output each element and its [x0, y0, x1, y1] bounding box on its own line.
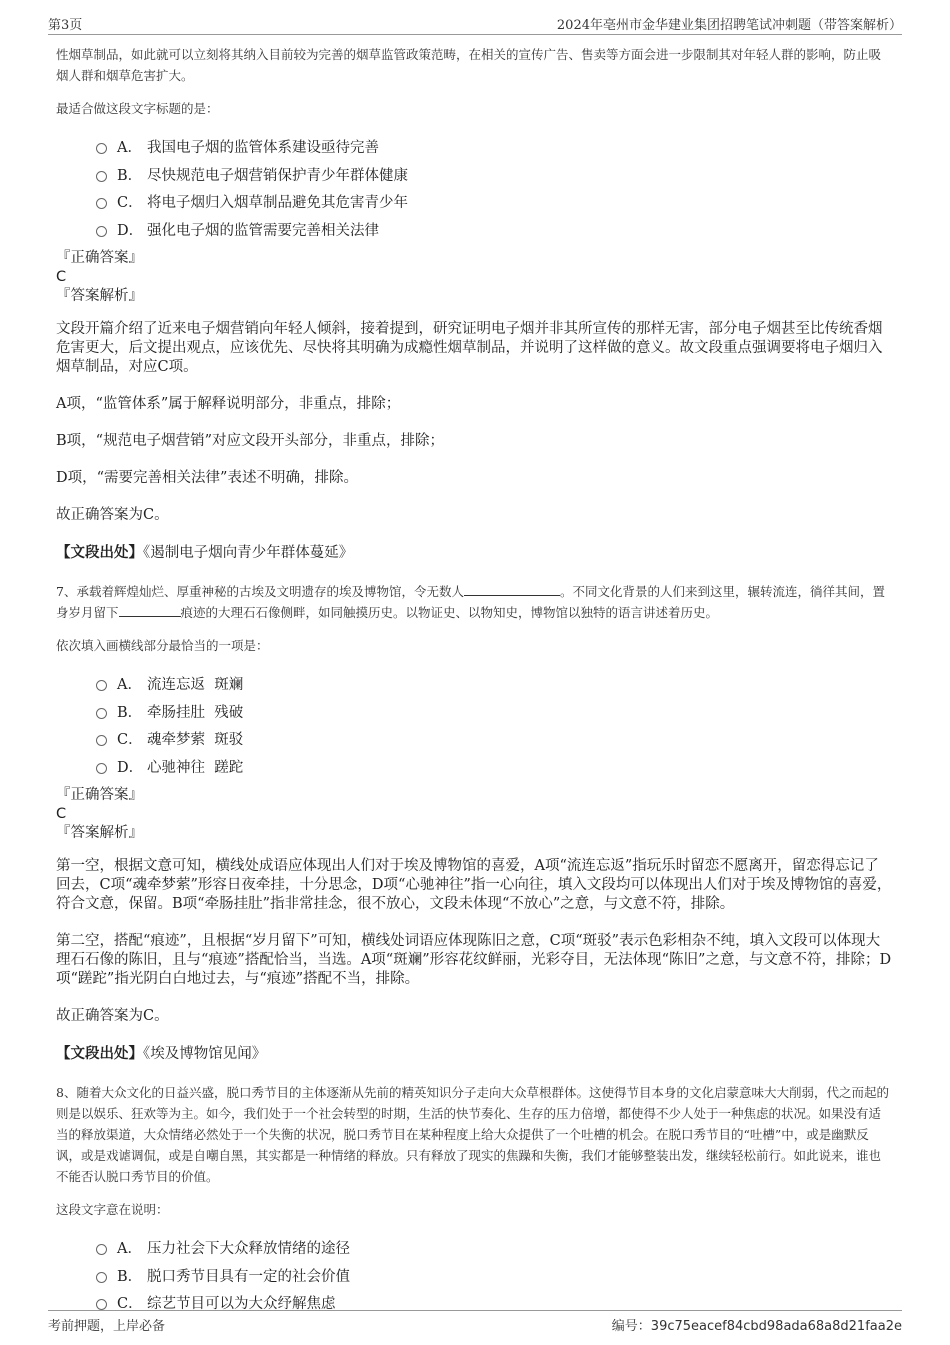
analysis-paragraph: 故正确答案为C。: [56, 1008, 169, 1024]
radio-icon[interactable]: [96, 1272, 107, 1283]
analysis-paragraph: 第二空，搭配“痕迹”，且根据“岁月留下”可知，横线处词语应体现陈旧之意，C项“斑驳”表示色彩相杂不纯，填入文段可以体现大理石石像的陈旧，且与“痕迹”搭配恰当，当选。A项“斑斓”形容花纹鲜丽，光彩夺目，无法体现“陈旧”之意，与文意不符，排除；D项“蹉跎”指光阴白白地过去，与“痕迹”搭配不当，排除。: [56, 933, 892, 987]
fill-blank: [464, 583, 560, 596]
page-number: 第3页: [48, 18, 83, 33]
analysis-paragraph: B项，“规范电子烟营销”对应文段开头部分，非重点，排除；: [56, 433, 444, 449]
page-header: [48, 14, 902, 35]
page-content: [56, 44, 892, 1317]
radio-icon[interactable]: [96, 680, 107, 691]
analysis-paragraph: 文段开篇介绍了近来电子烟营销向年轻人倾斜，接着提到，研究证明电子烟并非其所宣传的那样无害，部分电子烟甚至比传统香烟危害更大，后文提出观点，应该优先、尽快将其明确为成瘾性烟草制品，并说明了这样做的意义。故文段重点强调要将电子烟归入烟草制品，对应C项。: [56, 321, 883, 375]
correct-answer: C: [56, 806, 67, 822]
radio-icon[interactable]: [96, 143, 107, 154]
question-stem-tail: 性烟草制品，如此就可以立刻将其纳入目前较为完善的烟草监管政策范畴，在相关的宣传广告、售卖等方面会进一步限制其对年轻人群的影响，防止吸烟人群和烟草危害扩大。: [56, 47, 882, 83]
radio-icon[interactable]: [96, 226, 107, 237]
option-a[interactable]: A． 流连忘返 斑斓: [96, 670, 892, 698]
radio-icon[interactable]: [96, 708, 107, 719]
radio-icon[interactable]: [96, 763, 107, 774]
correct-answer: C: [56, 269, 67, 285]
option-a[interactable]: A． 压力社会下大众释放情绪的途径: [96, 1234, 892, 1262]
analysis-paragraph: A项，“监管体系”属于解释说明部分，非重点，排除；: [56, 396, 401, 412]
page-footer: [48, 1310, 902, 1333]
question-prompt: 最适合做这段文字标题的是：: [56, 101, 219, 116]
source-line: 【文段出处】《遏制电子烟向青少年群体蔓延》: [56, 544, 354, 561]
question-7-stem: 7、承载着辉煌灿烂、厚重神秘的古埃及文明遗存的埃及博物馆，令无数人 。不同文化背景的人们来到这里，辗转流连，徜徉其间，置身岁月留下 痕迹的大理石石像侧畔，如同触摸历史。以物证史、以物知史，博物馆以独特的语言讲述着历史。: [56, 584, 885, 620]
option-b[interactable]: B． 尽快规范电子烟营销保护青少年群体健康: [96, 161, 892, 189]
document-code: 编号：39c75eacef84cbd98ada68a8d21faa2e: [611, 1319, 902, 1334]
option-c[interactable]: C． 将电子烟归入烟草制品避免其危害青少年: [96, 188, 892, 216]
analysis-paragraph: 故正确答案为C。: [56, 507, 169, 523]
option-b[interactable]: B． 脱口秀节目具有一定的社会价值: [96, 1262, 892, 1290]
question-prompt: 这段文字意在说明：: [56, 1202, 169, 1217]
option-c[interactable]: C． 魂牵梦萦 斑驳: [96, 725, 892, 753]
option-list: [96, 1234, 892, 1317]
radio-icon[interactable]: [96, 1299, 107, 1310]
radio-icon[interactable]: [96, 735, 107, 746]
source-line: 【文段出处】《埃及博物馆见闻》: [56, 1045, 267, 1062]
analysis-paragraph: 第一空，根据文意可知，横线处成语应体现出人们对于埃及博物馆的喜爱，A项“流连忘返”指玩乐时留恋不愿离开，留恋得忘记了回去，C项“魂牵梦萦”形容日夜牵挂，十分思念，D项“心驰神往”指一心向往，填入文段均可以体现出人们对于埃及博物馆的喜爱，符合文意，保留。B项“牵肠挂肚”指非常挂念，很不放心，文段未体现“不放心”之意，与文意不符，排除。: [56, 858, 892, 912]
footer-slogan: 考前押题，上岸必备: [48, 1319, 166, 1334]
question-8-stem: 8、随着大众文化的日益兴盛，脱口秀节目的主体逐渐从先前的精英知识分子走向大众草根群体。这使得节目本身的文化启蒙意味大大削弱，代之而起的则是以娱乐、狂欢等为主。如今，我们处于一个社会转型的时期，生活的快节奏化、生存的压力倍增，都使得不少人处于一种焦虑的状况。如果没有适当的释放渠道，大众情绪必然处于一个失衡的状况，脱口秀节目在某种程度上给大众提供了一个吐槽的机会。在脱口秀节目的“吐槽”中，或是幽默反讽，或是戏谑调侃，或是自嘲自黑，其实都是一种情绪的释放。只有释放了现实的焦躁和失衡，我们才能够整装出发，继续轻松前行。如此说来，谁也不能否认脱口秀节目的价值。: [56, 1085, 889, 1184]
analysis-label: 『答案解析』: [56, 288, 143, 304]
option-b[interactable]: B． 牵肠挂肚 残破: [96, 698, 892, 726]
option-a[interactable]: A． 我国电子烟的监管体系建设亟待完善: [96, 133, 892, 161]
radio-icon[interactable]: [96, 198, 107, 209]
option-list: [96, 133, 892, 243]
question-prompt: 依次填入画横线部分最恰当的一项是：: [56, 638, 269, 653]
correct-answer-label: 『正确答案』: [56, 250, 143, 266]
analysis-paragraph: D项，“需要完善相关法律”表述不明确，排除。: [56, 470, 358, 486]
correct-answer-label: 『正确答案』: [56, 787, 143, 803]
option-d[interactable]: D． 心驰神往 蹉跎: [96, 753, 892, 781]
option-list: [96, 670, 892, 780]
document-title: 2024年亳州市金华建业集团招聘笔试冲刺题（带答案解析）: [556, 18, 902, 33]
radio-icon[interactable]: [96, 171, 107, 182]
fill-blank: [119, 604, 181, 617]
option-c[interactable]: C． 综艺节目可以为大众纾解焦虑: [96, 1289, 892, 1317]
option-d[interactable]: D． 强化电子烟的监管需要完善相关法律: [96, 216, 892, 244]
analysis-label: 『答案解析』: [56, 825, 143, 841]
radio-icon[interactable]: [96, 1244, 107, 1255]
